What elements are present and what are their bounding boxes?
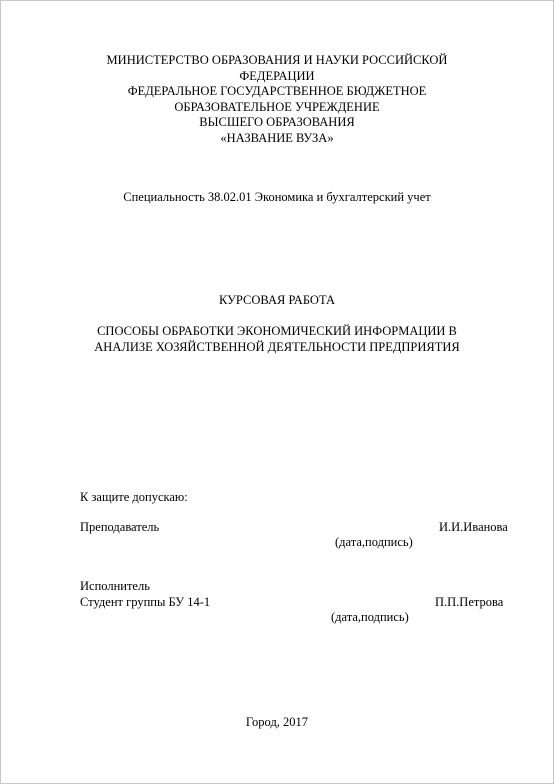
author-signature-hint: (дата,подпись) xyxy=(331,610,409,624)
teacher-name: И.И.Иванова xyxy=(439,520,508,534)
author-role: Исполнитель xyxy=(80,579,150,593)
ministry-header xyxy=(1,53,553,146)
topic-line-2: АНАЛИЗЕ ХОЗЯЙСТВЕННОЙ ДЕЯТЕЛЬНОСТИ ПРЕДПРИЯТИЯ xyxy=(94,339,460,354)
header-line-2: ФЕДЕРАЦИИ xyxy=(239,68,315,83)
header-line-3: ФЕДЕРАЛЬНОЕ ГОСУДАРСТВЕННОЕ БЮДЖЕТНОЕ xyxy=(127,84,427,98)
header-line-4: ОБРАЗОВАТЕЛЬНОЕ УЧРЕЖДЕНИЕ xyxy=(174,99,380,114)
topic-title xyxy=(1,324,553,355)
header-line-1: МИНИСТЕРСТВО ОБРАЗОВАНИЯ И НАУКИ РОССИЙСКОЙ xyxy=(106,53,448,67)
specialty-line: Специальность 38.02.01 Экономика и бухгалтерский учет xyxy=(123,190,431,204)
author-name: П.П.Петрова xyxy=(435,595,504,609)
admission-label: К защите допускаю: xyxy=(80,490,188,504)
header-line-6: «НАЗВАНИЕ ВУЗА» xyxy=(220,130,334,145)
topic-line-1: СПОСОБЫ ОБРАБОТКИ ЭКОНОМИЧЕСКИЙ ИНФОРМАЦИИ В xyxy=(97,324,457,338)
teacher-signature-hint: (дата,подпись) xyxy=(335,535,413,549)
footer-city-year: Город, 2017 xyxy=(245,715,309,729)
author-group: Студент группы БУ 14-1 xyxy=(80,595,211,609)
teacher-role: Преподаватель xyxy=(80,520,160,534)
work-type-title: КУРСОВАЯ РАБОТА xyxy=(219,293,335,307)
header-line-5: ВЫСШЕГО ОБРАЗОВАНИЯ xyxy=(199,115,355,129)
